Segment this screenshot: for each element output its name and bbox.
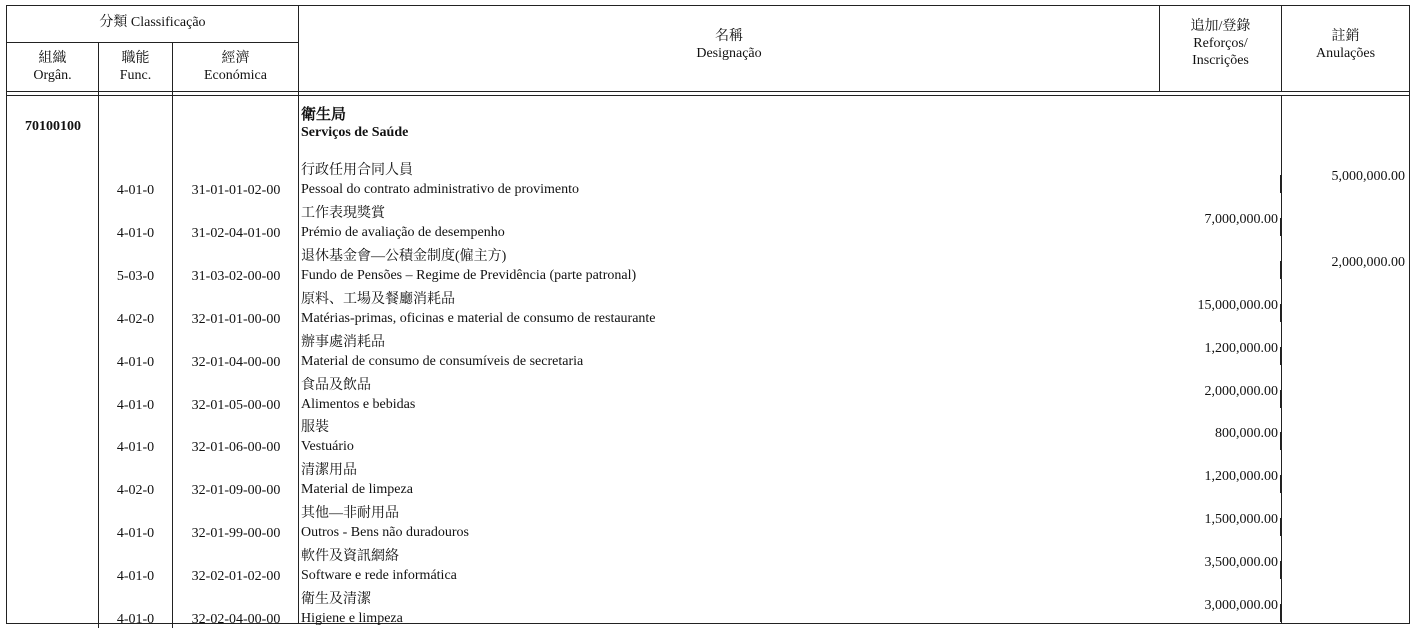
designation <box>299 504 1161 542</box>
row-tick <box>98 524 99 542</box>
header-annulments-cn: 註銷 <box>1331 29 1360 44</box>
designation <box>299 247 1161 285</box>
designation <box>299 204 1161 242</box>
reinforcement-amount: 2,000,000.00 <box>1204 383 1278 399</box>
row-tick <box>1280 475 1281 493</box>
header-economic <box>173 50 298 84</box>
economic-code: 32-01-05-00-00 <box>191 397 281 413</box>
header-bottom-line <box>7 91 1409 92</box>
designation-pt: Prémio de avaliação de desempenho <box>301 224 505 240</box>
entity-name-cn: 衛生局 <box>301 107 347 123</box>
designation-cn: 行政任用合同人員 <box>301 163 413 178</box>
designation-cn: 退休基金會—公積金制度(僱主方) <box>301 248 507 264</box>
row-tick <box>172 353 173 371</box>
table-row <box>7 547 1409 589</box>
functional-code: 4-01-0 <box>116 526 155 542</box>
functional-code: 4-01-0 <box>116 569 155 585</box>
functional-code: 5-03-0 <box>116 268 155 284</box>
entity-title <box>301 106 408 142</box>
row-tick <box>98 181 99 199</box>
header-reinforcements <box>1160 18 1281 69</box>
table-row <box>7 461 1409 503</box>
header-reinforcements-cn: 追加/登錄 <box>1190 19 1251 34</box>
designation-pt: Material de limpeza <box>301 482 413 498</box>
row-tick <box>298 333 299 351</box>
designation-pt: Fundo de Pensões – Regime de Previdência (parte patronal) <box>301 267 637 283</box>
row-tick <box>98 567 99 585</box>
designation <box>299 290 1161 328</box>
row-tick <box>98 353 99 371</box>
table-row <box>7 504 1409 546</box>
row-tick <box>298 247 299 265</box>
header-reinforcements-pt2: Inscrições <box>1192 53 1249 68</box>
row-tick <box>298 461 299 479</box>
row-tick <box>172 610 173 628</box>
entity-name-pt: Serviços de Saúde <box>301 125 409 140</box>
designation-cn: 清潔用品 <box>301 463 357 479</box>
row-tick <box>172 567 173 585</box>
header-economic-pt: Económica <box>204 68 267 83</box>
header-organic-pt: Orgân. <box>33 68 72 83</box>
reinforcement-amount: 3,000,000.00 <box>1204 598 1278 613</box>
designation-cn: 衛生及清潔 <box>301 592 371 607</box>
row-tick <box>298 418 299 436</box>
economic-code: 32-01-01-00-00 <box>191 311 281 327</box>
designation-cn: 原料、工場及餐廳消耗品 <box>301 291 455 307</box>
functional-code: 4-01-0 <box>116 397 155 413</box>
classification-underline <box>7 42 298 43</box>
row-tick <box>1280 518 1281 536</box>
row-tick <box>98 481 99 499</box>
annulment-amount: 5,000,000.00 <box>1331 169 1405 184</box>
row-tick <box>172 267 173 285</box>
designation-cn: 軟件及資訊網絡 <box>301 549 399 565</box>
designation <box>299 461 1161 499</box>
header-annulments <box>1282 28 1409 62</box>
row-tick <box>298 204 299 222</box>
row-tick <box>98 438 99 456</box>
economic-code: 32-01-99-00-00 <box>191 526 281 542</box>
row-tick <box>172 524 173 542</box>
economic-code: 32-02-01-02-00 <box>191 569 281 585</box>
row-tick <box>98 267 99 285</box>
annulment-amount: 2,000,000.00 <box>1331 254 1405 270</box>
row-tick <box>1280 432 1281 450</box>
reinforcement-amount: 1,200,000.00 <box>1204 340 1278 356</box>
table-row <box>7 247 1409 289</box>
row-tick <box>172 181 173 199</box>
row-tick <box>172 481 173 499</box>
functional-code: 4-01-0 <box>116 612 155 627</box>
table-row <box>7 376 1409 418</box>
designation-pt: Alimentos e bebidas <box>301 396 416 412</box>
table-row <box>7 418 1409 460</box>
row-tick <box>172 224 173 242</box>
row-tick <box>1280 561 1281 579</box>
budget-table <box>6 5 1410 627</box>
designation <box>299 590 1161 628</box>
row-tick <box>98 610 99 628</box>
economic-code: 31-03-02-00-00 <box>191 268 281 284</box>
table-row <box>7 161 1409 203</box>
designation-pt: Matérias-primas, oficinas e material de consumo de restaurante <box>301 310 656 326</box>
row-tick <box>1280 604 1281 622</box>
header-functional <box>99 50 172 84</box>
economic-code: 32-02-04-00-00 <box>191 612 281 627</box>
designation-pt: Pessoal do contrato administrativo de provimento <box>301 182 580 197</box>
header-designation-pt: Designação <box>696 46 762 61</box>
header-double-line <box>7 95 1409 96</box>
designation <box>299 333 1161 371</box>
table-row <box>7 204 1409 246</box>
designation-cn: 辦事處消耗品 <box>301 334 385 350</box>
row-tick <box>172 438 173 456</box>
header-annulments-pt: Anulações <box>1315 46 1376 61</box>
designation <box>299 418 1161 456</box>
row-tick <box>298 547 299 565</box>
header-economic-cn: 經濟 <box>221 51 250 66</box>
reinforcement-amount: 15,000,000.00 <box>1197 297 1278 313</box>
row-tick <box>98 224 99 242</box>
designation-cn: 其他—非耐用品 <box>301 506 399 522</box>
functional-code: 4-02-0 <box>116 311 155 327</box>
designation-pt: Vestuário <box>301 439 354 455</box>
row-tick <box>172 310 173 328</box>
header-organic <box>7 50 98 84</box>
row-tick <box>1280 347 1281 365</box>
table-row <box>7 290 1409 332</box>
row-tick <box>298 590 299 608</box>
designation-cn: 工作表現獎賞 <box>301 205 385 221</box>
designation <box>299 547 1161 585</box>
row-tick <box>298 504 299 522</box>
designation <box>299 376 1161 414</box>
row-tick <box>172 396 173 414</box>
row-tick <box>1280 175 1281 193</box>
designation-pt: Software e rede informática <box>301 568 457 584</box>
designation-pt: Outros - Bens não duradouros <box>301 525 469 541</box>
functional-code: 4-02-0 <box>116 483 155 499</box>
designation-pt: Material de consumo de consumíveis de secretaria <box>301 353 584 369</box>
table-row <box>7 590 1409 632</box>
row-tick <box>1280 218 1281 236</box>
designation <box>299 161 1161 199</box>
row-tick <box>98 310 99 328</box>
organic-code: 70100100 <box>25 119 81 134</box>
header-designation <box>299 28 1159 62</box>
header-classification: 分類 Classificação <box>99 15 206 30</box>
row-tick <box>298 376 299 394</box>
reinforcement-amount: 800,000.00 <box>1215 426 1278 442</box>
reinforcement-amount: 1,500,000.00 <box>1204 512 1278 528</box>
economic-code: 32-01-09-00-00 <box>191 483 281 499</box>
header-designation-cn: 名稱 <box>715 29 743 44</box>
row-tick <box>1280 304 1281 322</box>
designation-cn: 食品及飲品 <box>301 377 371 393</box>
row-tick <box>1280 261 1281 279</box>
reinforcement-amount: 1,200,000.00 <box>1204 469 1278 485</box>
functional-code: 4-01-0 <box>116 225 155 241</box>
economic-code: 31-01-01-02-00 <box>191 183 281 198</box>
functional-code: 4-01-0 <box>116 440 155 456</box>
header-functional-cn: 職能 <box>121 51 150 66</box>
economic-code: 31-02-04-01-00 <box>191 225 281 241</box>
designation-cn: 服裝 <box>301 420 329 436</box>
economic-code: 32-01-04-00-00 <box>191 354 281 370</box>
reinforcement-amount: 7,000,000.00 <box>1204 211 1278 227</box>
functional-code: 4-01-0 <box>116 354 155 370</box>
header-reinforcements-pt1: Reforços/ <box>1193 36 1248 51</box>
reinforcement-amount: 3,500,000.00 <box>1204 555 1278 571</box>
header-organic-cn: 組織 <box>38 51 67 66</box>
economic-code: 32-01-06-00-00 <box>191 440 281 456</box>
table-row <box>7 333 1409 375</box>
row-tick <box>98 396 99 414</box>
row-tick <box>298 290 299 308</box>
row-tick <box>1280 390 1281 408</box>
row-tick <box>298 161 299 179</box>
header-functional-pt: Func. <box>119 68 152 83</box>
designation-pt: Higiene e limpeza <box>301 611 403 626</box>
functional-code: 4-01-0 <box>116 183 155 198</box>
